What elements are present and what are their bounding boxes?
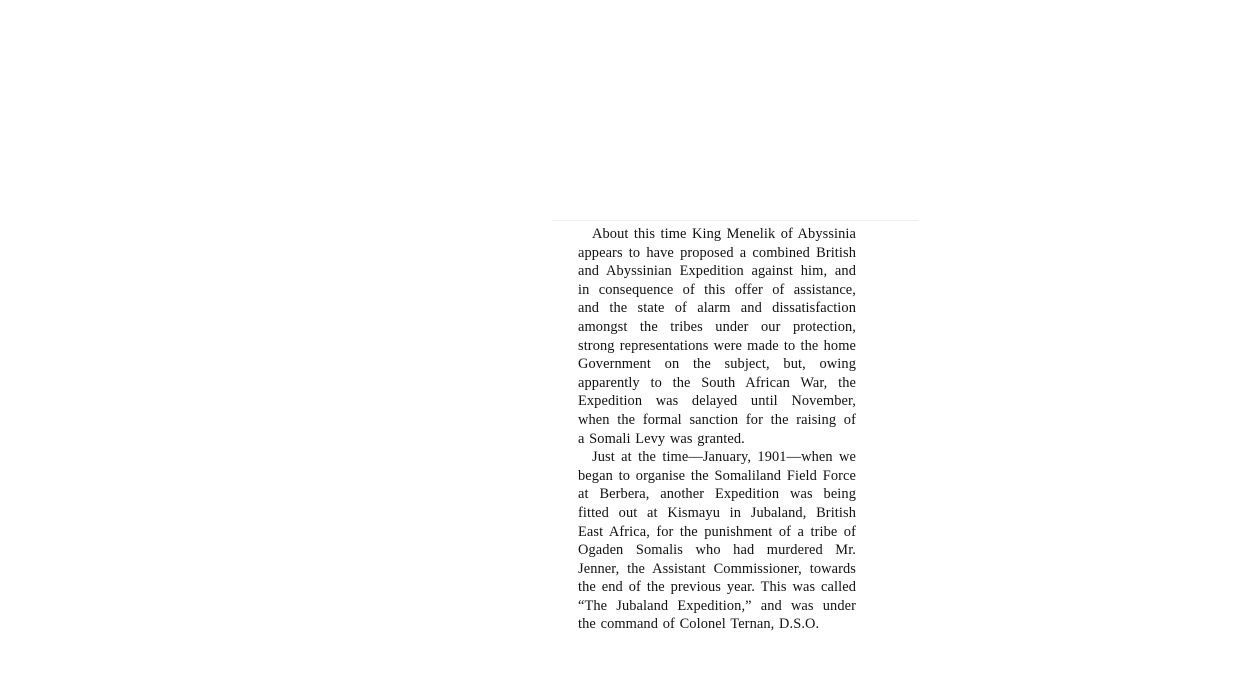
text-line: About this time King Menelik of Abyssinia bbox=[592, 226, 856, 242]
paragraph-menelik bbox=[578, 225, 856, 448]
text-line: in consequence of this offer of assistance, bbox=[578, 281, 856, 298]
text-line: when the formal sanction for the raising of bbox=[578, 411, 856, 428]
text-line: Government on the subject, but, owing bbox=[578, 356, 856, 373]
text-line: fitted out at Kismayu in Jubaland, British bbox=[578, 504, 856, 521]
text-line: East Africa, for the punishment of a tribe of bbox=[578, 523, 856, 540]
text-line: strong representations were made to the home bbox=[578, 337, 856, 354]
text-line: appears to have proposed a combined British bbox=[578, 244, 856, 261]
text-line: began to organise the Somaliland Field Force bbox=[578, 467, 856, 484]
text-line: Just at the time—January, 1901—when we bbox=[592, 449, 856, 466]
text-line: Ogaden Somalis who had murdered Mr. bbox=[578, 542, 856, 559]
text-line: “The Jubaland Expedition,” and was under bbox=[578, 597, 856, 614]
text-line: and Abyssinian Expedition against him, and bbox=[578, 263, 856, 280]
text-column bbox=[578, 225, 856, 634]
text-line: apparently to the South African War, the bbox=[578, 374, 856, 391]
text-line: the command of Colonel Ternan, D.S.O. bbox=[578, 616, 820, 633]
text-line: amongst the tribes under our protection, bbox=[578, 318, 856, 335]
text-line: a Somali Levy was granted. bbox=[578, 430, 745, 447]
text-line: the end of the previous year. This was called bbox=[578, 579, 856, 596]
page-top-rule bbox=[552, 220, 918, 221]
text-line: Jenner, the Assistant Commissioner, towards bbox=[578, 560, 856, 577]
text-line: and the state of alarm and dissatisfaction bbox=[578, 300, 856, 317]
paragraph-jubaland bbox=[578, 448, 856, 634]
text-line: Expedition was delayed until November, bbox=[578, 393, 856, 410]
text-line: at Berbera, another Expedition was being bbox=[578, 486, 856, 503]
